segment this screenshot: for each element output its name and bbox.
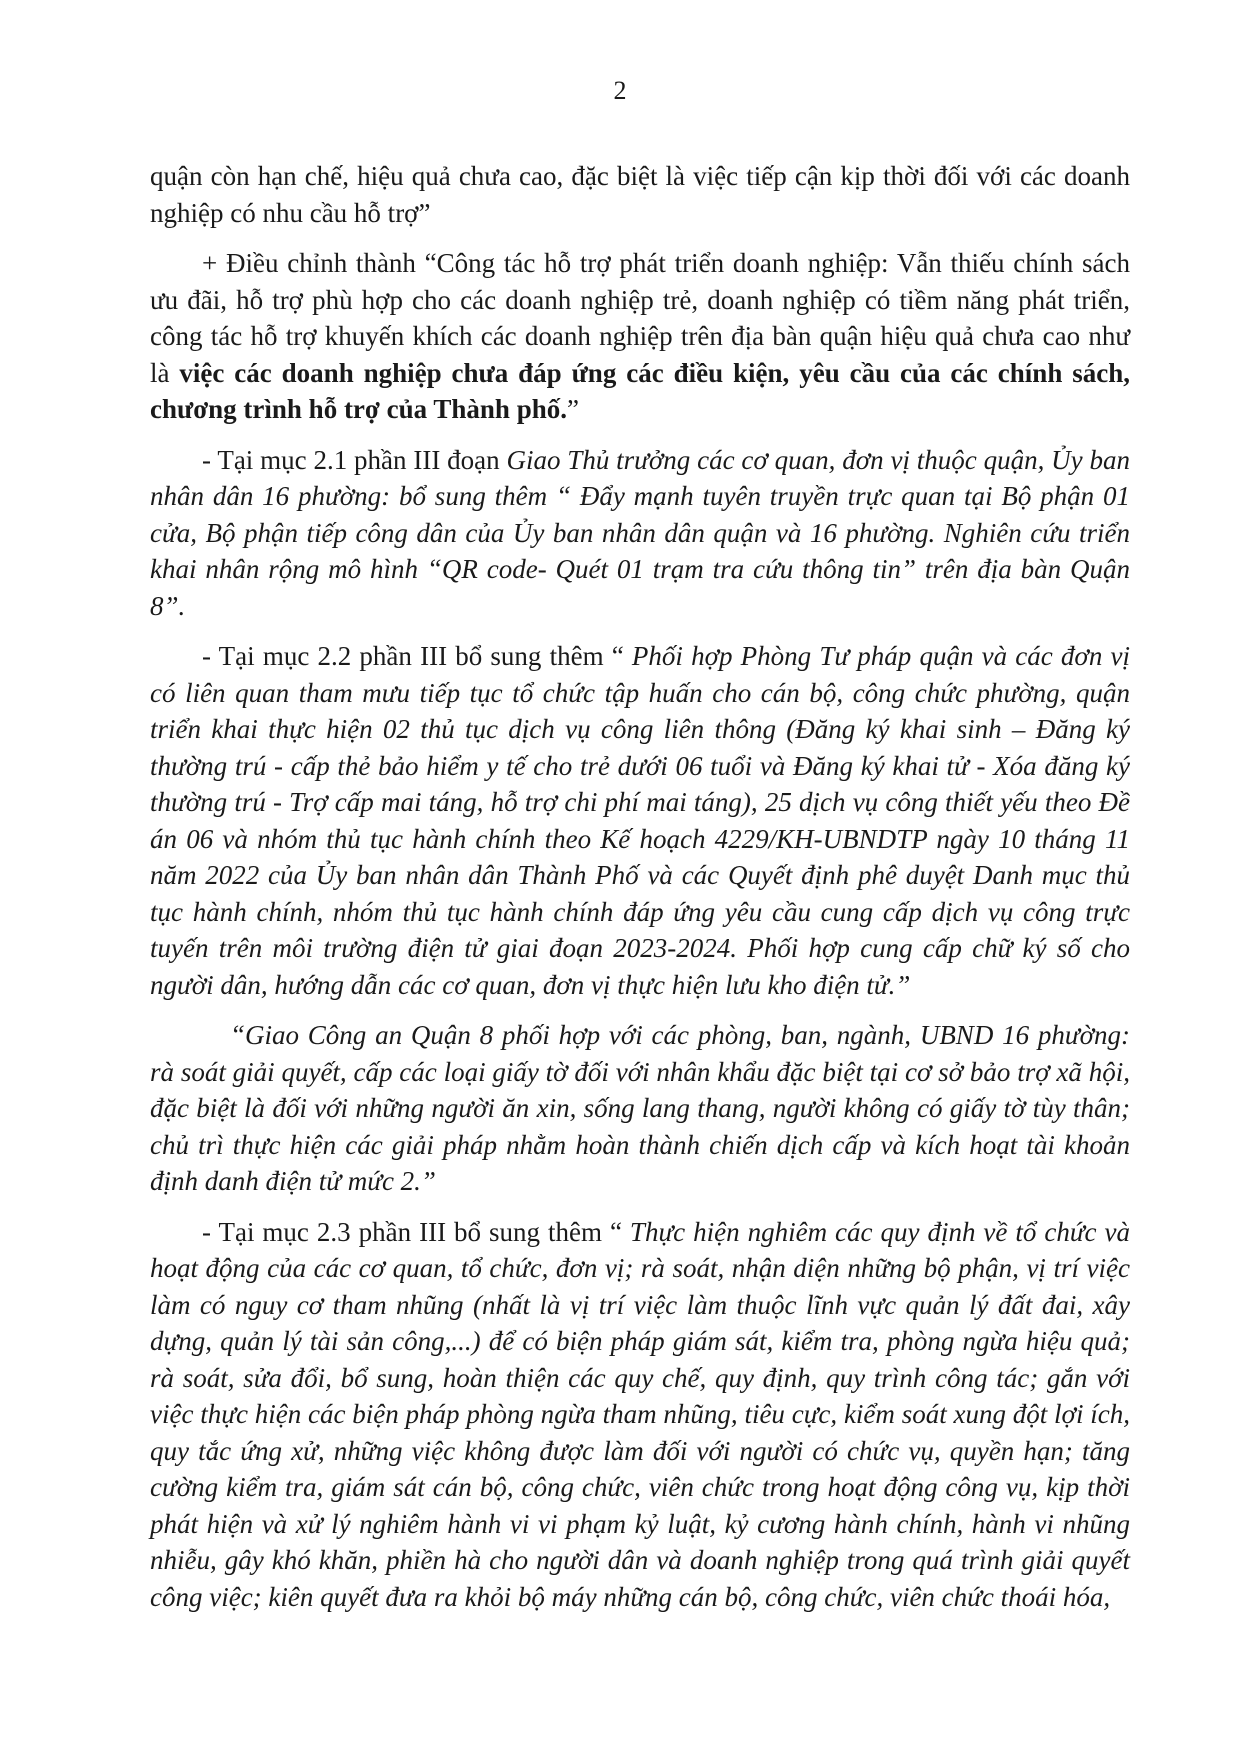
paragraph-section-2-2 (150, 638, 1130, 1003)
paragraph-adjustment (150, 245, 1130, 428)
page-number: 2 (613, 76, 627, 105)
section-2-1-lead: - Tại mục 2.1 phần III đoạn (202, 444, 507, 475)
adjustment-bold-text: việc các doanh nghiệp chưa đáp ứng các điều kiện, yêu cầu của các chính sách, chương trình hỗ trợ của Thành phố. (150, 357, 1130, 424)
paragraph-section-2-1 (150, 442, 1130, 625)
paragraph-continuation: quận còn hạn chế, hiệu quả chưa cao, đặc biệt là việc tiếp cận kịp thời đối với các doanh nghiệp có nhu cầu hỗ trợ” (150, 161, 1130, 228)
section-2-3-lead: - Tại mục 2.3 phần III bổ sung thêm “ (202, 1216, 630, 1247)
paragraph-section-2-3 (150, 1214, 1130, 1616)
police-assignment-italic: “Giao Công an Quận 8 phối hợp với các phòng, ban, ngành, UBND 16 phường: rà soát giải quyết, cấp các loại giấy tờ đối với nhân khẩu đặc biệt tại cơ sở bảo trợ xã hội, đặc biệt là đối với những người ăn xin, sống lang thang, người không có giấy tờ tùy thân; chủ trì thực hiện các giải pháp nhằm hoàn thành chiến dịch cấp và kích hoạt tài khoản định danh điện tử mức 2.” (150, 1020, 1130, 1196)
paragraph-police-assignment (150, 1017, 1130, 1200)
adjustment-text: + Điều chỉnh thành “Công tác hỗ trợ phát triển doanh nghiệp: Vẫn thiếu chính sách ưu đãi, hỗ trợ phù hợp cho các doanh nghiệp trẻ, doanh nghiệp có tiềm năng phát triển, công tác hỗ trợ khuyến khích các doanh nghiệp trên địa bàn quận hiệu quả chưa cao như là (150, 248, 1130, 388)
document-body (150, 158, 1130, 1615)
section-2-2-lead: - Tại mục 2.2 phần III bổ sung thêm “ (202, 641, 632, 671)
section-2-1-italic: Giao Thủ trưởng các cơ quan, đơn vị thuộc quận, Ủy ban nhân dân 16 phường: bổ sung thêm “ Đẩy mạnh tuyên truyền trực quan tại Bộ phận 01 cửa, Bộ phận tiếp công dân của Ủy ban nhân dân quận và 16 phường. Nghiên cứu triển khai nhân rộng mô hình “QR code- Quét 01 trạm tra cứu thông tin” trên địa bàn Quận 8”. (150, 444, 1130, 621)
section-2-2-italic: Phối hợp Phòng Tư pháp quận và các đơn vị có liên quan tham mưu tiếp tục tổ chức tập huấn cho cán bộ, công chức phường, quận triển khai thực hiện 02 thủ tục dịch vụ công liên thông (Đăng ký khai sinh – Đăng ký thường trú - cấp thẻ bảo hiểm y tế cho trẻ dưới 06 tuổi và Đăng ký khai tử - Xóa đăng ký thường trú - Trợ cấp mai táng, hỗ trợ chi phí mai táng), 25 dịch vụ công thiết yếu theo Đề án 06 và nhóm thủ tục hành chính theo Kế hoạch 4229/KH-UBNDTP ngày 10 tháng 11 năm 2022 của Ủy ban nhân dân Thành Phố và các Quyết định phê duyệt Danh mục thủ tục hành chính, nhóm thủ tục hành chính đáp ứng yêu cầu cung cấp dịch vụ công trực tuyến trên môi trường điện tử giai đoạn 2023-2024. Phối hợp cung cấp chữ ký số cho người dân, hướng dẫn các cơ quan, đơn vị thực hiện lưu kho điện tử.” (150, 641, 1130, 1000)
section-2-3-italic: Thực hiện nghiêm các quy định về tổ chức và hoạt động của các cơ quan, tổ chức, đơn vị; rà soát, nhận diện những bộ phận, vị trí việc làm có nguy cơ tham nhũng (nhất là vị trí việc làm thuộc lĩnh vực quản lý đất đai, xây dựng, quản lý tài sản công,...) để có biện pháp giám sát, kiểm tra, phòng ngừa hiệu quả; rà soát, sửa đổi, bổ sung, hoàn thiện các quy chế, quy định, quy trình công tác; gắn với việc thực hiện các biện pháp phòng ngừa tham nhũng, tiêu cực, kiểm soát xung đột lợi ích, quy tắc ứng xử, những việc không được làm đối với người có chức vụ, quyền hạn; tăng cường kiểm tra, giám sát cán bộ, công chức, viên chức trong hoạt động công vụ, kịp thời phát hiện và xử lý nghiêm hành vi vi phạm kỷ luật, kỷ cương hành chính, hành vi nhũng nhiễu, gây khó khăn, phiền hà cho người dân và doanh nghiệp trong quá trình giải quyết công việc; kiên quyết đưa ra khỏi bộ máy những cán bộ, công chức, viên chức thoái hóa, (150, 1216, 1131, 1612)
adjustment-closing-quote: ” (566, 394, 579, 424)
